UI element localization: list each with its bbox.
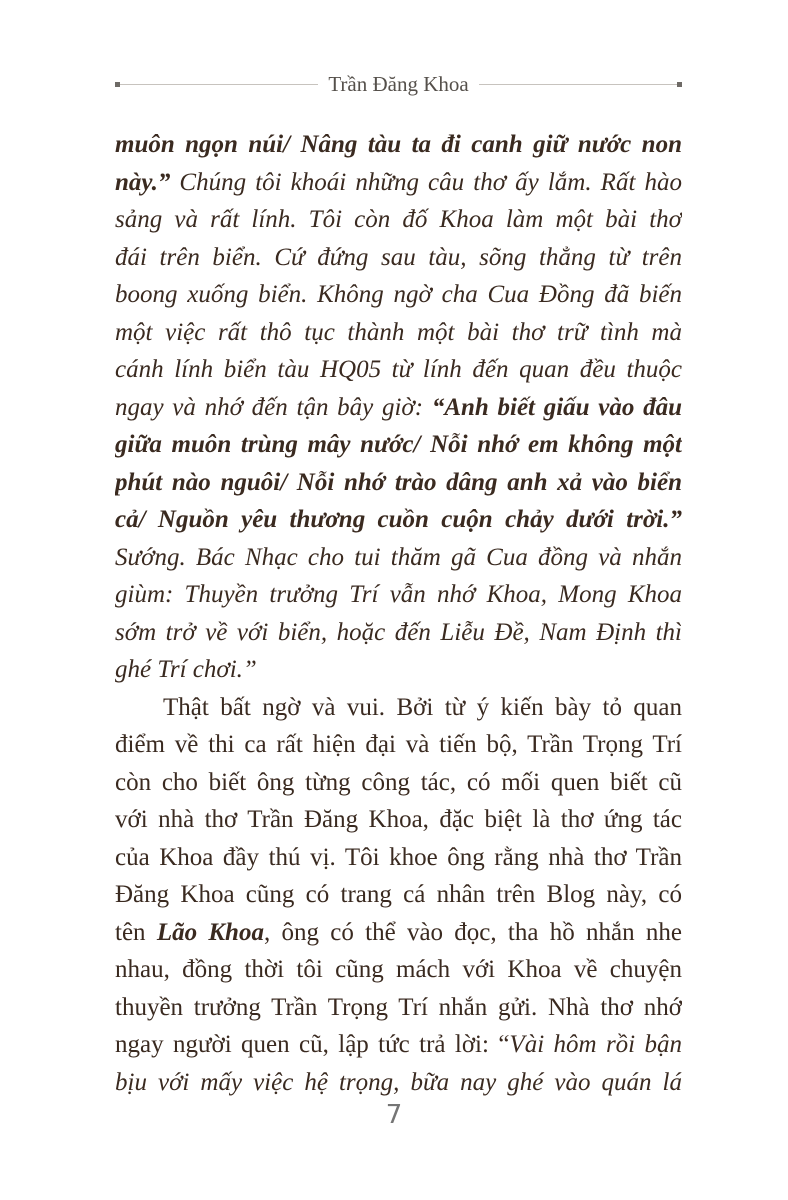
- text-line: [115, 314, 682, 352]
- text-run: muôn ngọn núi/ Nâng tàu ta đi canh giữ nước non: [115, 131, 682, 158]
- text-line: [115, 239, 682, 277]
- text-line: [115, 426, 682, 464]
- page-number: 7: [385, 1100, 403, 1130]
- text-run: bịu với mấy việc hệ trọng, bữa nay ghé vào quán lá: [115, 1068, 682, 1096]
- text-run: giùm: Thuyền trưởng Trí vẫn nhớ Khoa, Mong Khoa: [115, 581, 682, 608]
- text-run: này.”: [115, 168, 180, 196]
- text-run: ghé Trí chơi.”: [115, 656, 257, 683]
- text-run: cả/ Nguồn yêu thương cuồn cuộn chảy dưới trời.”: [115, 506, 682, 533]
- text-run: , ông có thể vào đọc, tha hồ nhắn nhe: [263, 918, 682, 946]
- running-header: [115, 72, 682, 96]
- text-line: [115, 614, 682, 652]
- text-line: [115, 689, 682, 727]
- text-line: [115, 1026, 682, 1064]
- paragraph: [115, 689, 682, 1102]
- text-line: [115, 351, 682, 389]
- text-run: cánh lính biển tàu HQ05 từ lính đến quan đều thuộc: [115, 356, 682, 383]
- text-line: [115, 576, 682, 614]
- text-run: boong xuống biển. Không ngờ cha Cua Đồng đã biến: [115, 281, 682, 308]
- text-run: Thật bất ngờ và vui. Bởi từ ý kiến bày tỏ quan: [163, 693, 682, 721]
- header-right-rule: [479, 84, 677, 85]
- text-line: [115, 389, 682, 427]
- text-line: [115, 764, 682, 802]
- text-run: “Anh biết giấu vào đâu: [431, 393, 682, 421]
- text-run: Chúng tôi khoái những câu thơ ấy lắm. Rất hào: [179, 168, 682, 196]
- text-run: thuyền trưởng Trần Trọng Trí nhắn gửi. Nhà thơ nhớ: [115, 993, 682, 1021]
- text-run: phút nào nguôi/ Nỗi nhớ trào dâng anh xả vào biển: [115, 468, 682, 496]
- text-line: [115, 839, 682, 877]
- text-run: với nhà thơ Trần Đăng Khoa, đặc biệt là thơ ứng tác: [115, 806, 682, 833]
- text-run: Vài hôm rồi bận: [509, 1031, 682, 1058]
- text-line: [115, 989, 682, 1027]
- text-run: sảng và rất lính. Tôi còn đố Khoa làm một bài thơ: [115, 206, 682, 233]
- text-line: [115, 801, 682, 839]
- text-line: [115, 201, 682, 239]
- text-run: còn cho biết ông từng công tác, có mối quen biết cũ: [115, 768, 682, 796]
- text-run: của Khoa đầy thú vị. Tôi khoe ông rằng nhà thơ Trần: [115, 843, 682, 871]
- text-run: ngay và nhớ đến tận bây giờ:: [115, 393, 432, 421]
- text-line: [115, 276, 682, 314]
- text-line: [115, 126, 682, 164]
- text-line: [115, 1064, 682, 1102]
- paragraph: [115, 126, 682, 689]
- text-run: ngay người quen cũ, lập tức trả lời: “: [115, 1031, 510, 1058]
- text-run: điểm về thi ca rất hiện đại và tiến bộ, Trần Trọng Trí: [115, 731, 682, 758]
- text-run: một việc rất thô tục thành một bài thơ trữ tình mà: [115, 318, 682, 346]
- page-footer: [0, 1100, 788, 1130]
- text-line: [115, 726, 682, 764]
- page-title: Trần Đăng Khoa: [328, 72, 469, 96]
- text-run: nhau, đồng thời tôi cũng mách với Khoa về chuyện: [115, 956, 682, 983]
- text-run: Lão Khoa: [156, 918, 264, 946]
- text-line: [115, 914, 682, 952]
- text-line: [115, 539, 682, 577]
- text-run: đái trên biển. Cứ đứng sau tàu, sõng thẳng từ trên: [115, 243, 682, 271]
- text-run: sớm trở về với biển, hoặc đến Liễu Đề, Nam Định thì: [115, 618, 682, 646]
- text-run: Sướng. Bác Nhạc cho tui thăm gã Cua đồng và nhắn: [115, 543, 682, 571]
- text-line: [115, 464, 682, 502]
- text-run: Đăng Khoa cũng có trang cá nhân trên Blog này, có: [115, 881, 682, 908]
- text-line: [115, 501, 682, 539]
- text-run: tên: [115, 918, 157, 946]
- text-run: giữa muôn trùng mây nước/ Nỗi nhớ em không một: [115, 431, 682, 458]
- text-line: [115, 951, 682, 989]
- text-line: [115, 876, 682, 914]
- header-right-dot: [677, 82, 682, 87]
- page-text: [115, 126, 682, 1101]
- text-line: [115, 164, 682, 202]
- header-left-rule: [120, 84, 318, 85]
- text-line: [115, 651, 682, 689]
